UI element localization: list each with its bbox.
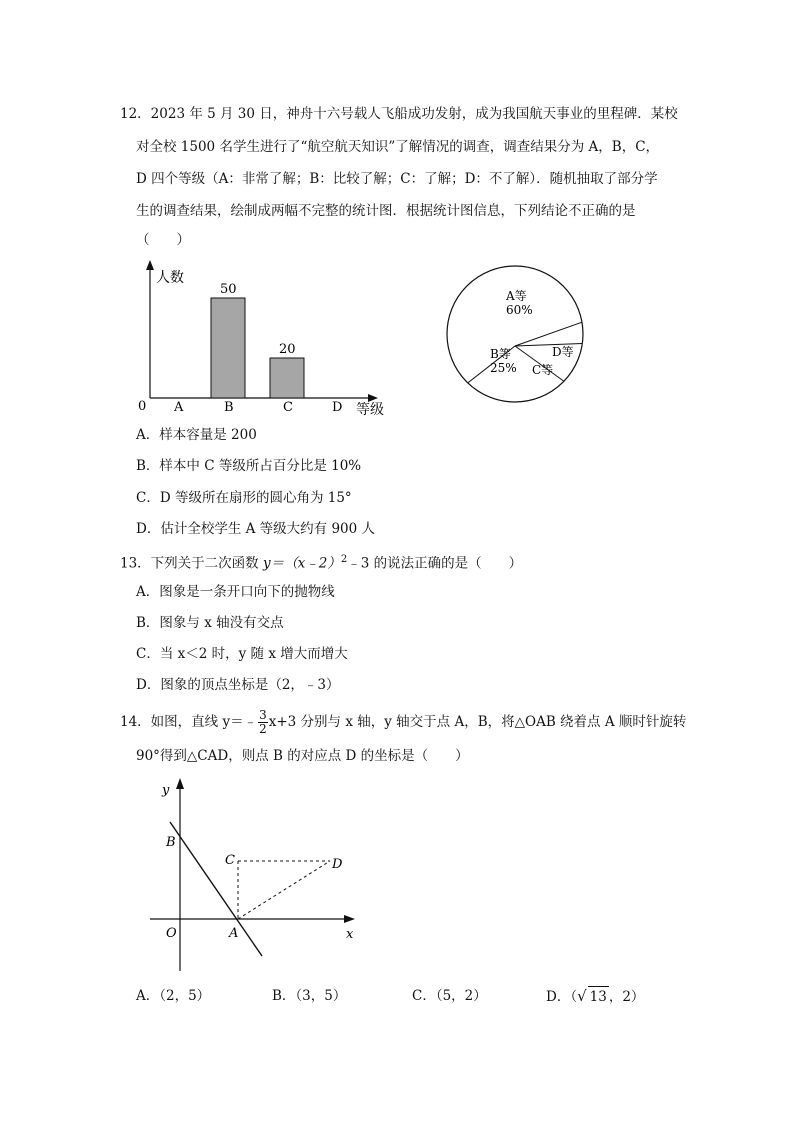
q14-option-c: C．（5，2） xyxy=(412,988,487,1004)
bar-c xyxy=(270,358,304,398)
label-o: O xyxy=(166,926,177,941)
pie-outline xyxy=(447,266,583,402)
pie-label-3: D等 xyxy=(552,345,574,359)
q12-line-3: D 四个等级（A：非常了解；B：比较了解；C：了解；D：不了解）．随机抽取了部分学 xyxy=(136,171,658,187)
pie-label-1: B等 xyxy=(490,347,511,361)
q12-line-1: 12．2023 年 5 月 30 日，神舟十六号载人飞船成功发射，成为我国航天事业的里程碑．某校 xyxy=(120,106,678,122)
pie-label-0: A等 xyxy=(506,289,527,303)
q14-option-b: B．（3，5） xyxy=(272,988,347,1004)
y-axis-arrow xyxy=(176,778,184,789)
label-c: C xyxy=(225,853,235,868)
label-d: D xyxy=(332,857,343,872)
q14-figure xyxy=(150,775,370,980)
origin-label: 0 xyxy=(138,399,147,414)
bar-value-label-c: 20 xyxy=(279,342,296,357)
x-tick-label-d: D xyxy=(332,400,343,415)
q13-option-a: A．图象是一条开口向下的抛物线 xyxy=(136,584,335,600)
x-axis-arrow xyxy=(368,394,378,402)
q12-line-4: 生的调查结果，绘制成两幅不完整的统计图．根据统计图信息，下列结论不正确的是 xyxy=(136,203,636,219)
q12-option-b: B．样本中 C 等级所占百分比是 10% xyxy=(136,458,362,474)
q14-stem: 14．如图，直线 y＝﹣ $\frac{3}{2}$ x+3 分别与 x 轴，y 轴交于点 A，B，将△OAB 绕着点 A 顺时针旋转 xyxy=(120,708,687,736)
fraction-3-2: $\frac{3}{2}$ xyxy=(259,708,267,736)
q12-line-2: 对全校 1500 名学生进行了“航空航天知识”了解情况的调查，调查结果分为 A，B，C， xyxy=(136,139,660,155)
pie-chart xyxy=(440,262,590,412)
q14-stem-line-2: 90°得到△CAD，则点 B 的对应点 D 的坐标是（ ） xyxy=(136,748,469,764)
label-x: x xyxy=(346,927,354,942)
label-b: B xyxy=(166,835,176,850)
y-axis-arrow xyxy=(146,260,154,270)
x-tick-label-a: A xyxy=(174,400,184,415)
q13-option-c: C．当 x＜2 时，y 随 x 增大而增大 xyxy=(136,646,348,662)
line-ab xyxy=(170,822,262,956)
bar-b xyxy=(211,298,245,398)
pie-percent-1: 25% xyxy=(490,361,517,375)
x-tick-label-b: B xyxy=(224,400,234,415)
q12-line-5: （ ） xyxy=(136,232,190,248)
q14-option-d: D．（√ 13 ，2） xyxy=(546,987,645,1005)
q13-option-d: D．图象的顶点坐标是（2，﹣3） xyxy=(136,677,340,693)
label-y: y xyxy=(162,783,170,798)
q13-stem: 13．下列关于二次函数 y＝（x﹣2）$^2$﹣3 的说法正确的是（ ） xyxy=(120,554,523,572)
label-a: A xyxy=(229,926,239,941)
q12-option-c: C．D 等级所在扇形的圆心角为 15° xyxy=(136,490,352,506)
y-axis-label: 人数 xyxy=(156,270,184,286)
pie-percent-0: 60% xyxy=(506,303,533,317)
bar-chart xyxy=(130,258,400,418)
q12-option-a: A．样本容量是 200 xyxy=(136,427,257,443)
segment-ad xyxy=(238,861,330,919)
x-axis-arrow xyxy=(344,915,355,923)
x-axis-label: 等级 xyxy=(356,402,384,418)
x-tick-label-c: C xyxy=(283,400,293,415)
q14-option-a: A．（2，5） xyxy=(136,988,211,1004)
bar-value-label-b: 50 xyxy=(220,282,237,297)
q12-option-d: D．估计全校学生 A 等级大约有 900 人 xyxy=(136,521,376,537)
q13-option-b: B．图象与 x 轴没有交点 xyxy=(136,615,284,631)
pie-label-2: C等 xyxy=(532,363,554,377)
